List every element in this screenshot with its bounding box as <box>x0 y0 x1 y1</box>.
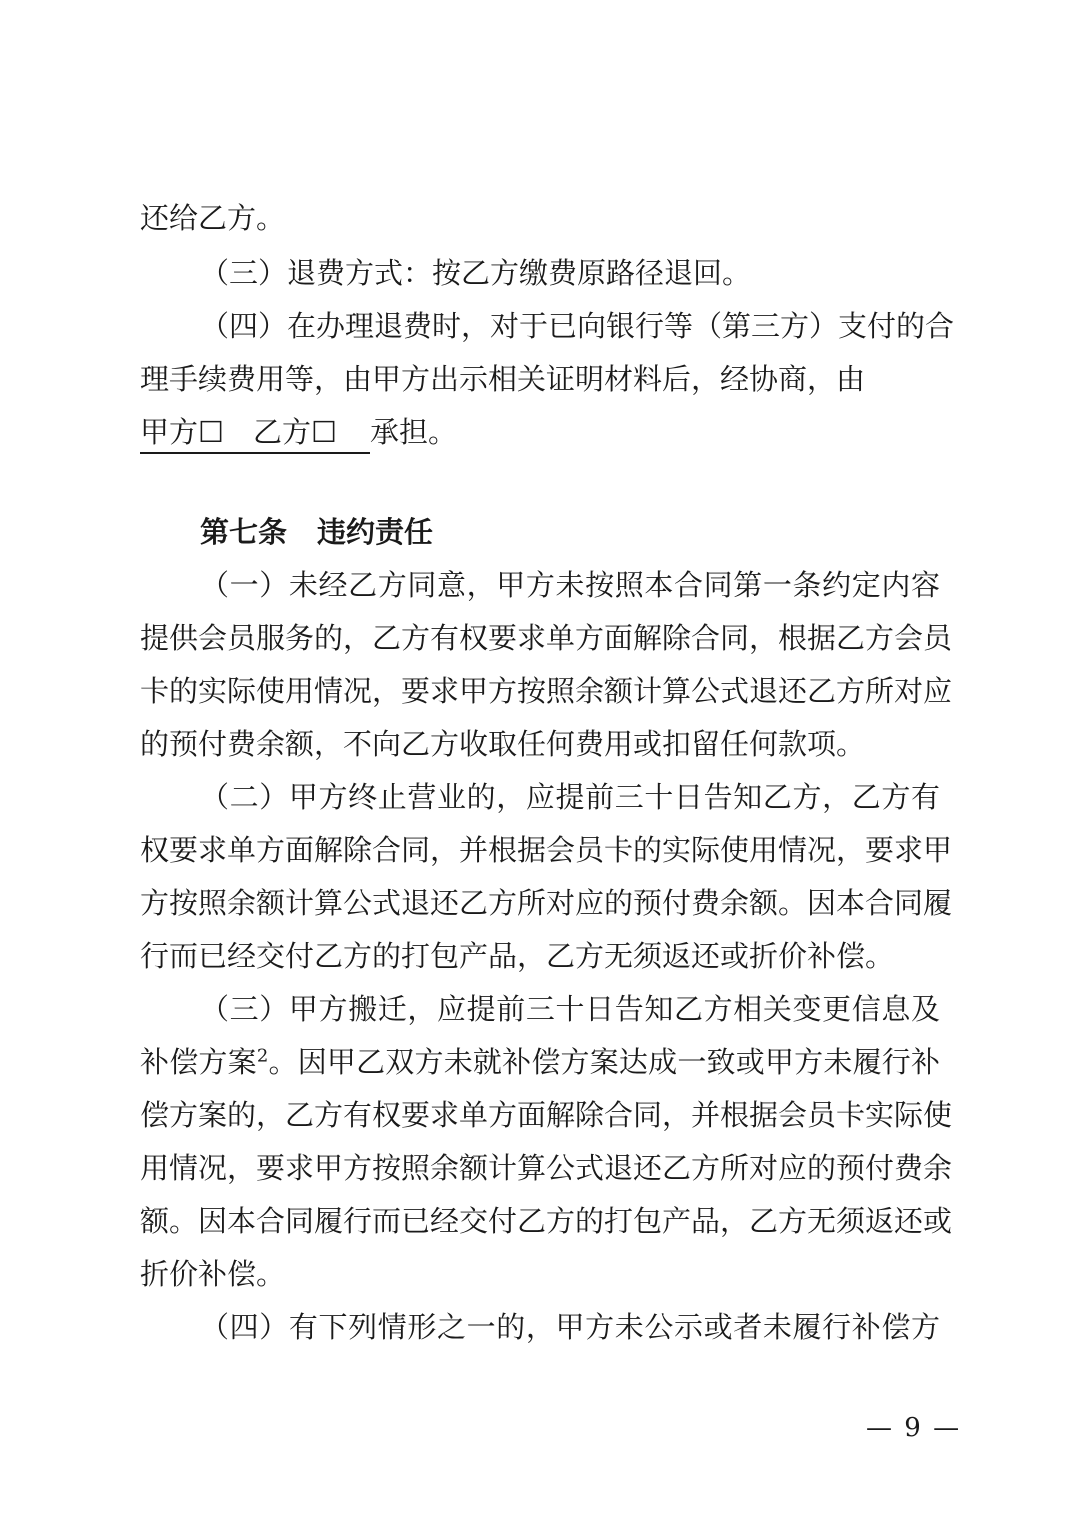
text-line: 行而已经交付乙方的打包产品，乙方无须返还或折价补偿。 <box>140 939 895 973</box>
clause-unauthorized-service: （一）未经乙方同意，甲方未按照本合同第一条约定内容 <box>200 568 940 602</box>
clause-business-termination: （二）甲方终止营业的，应提前三十日告知乙方，乙方有 <box>200 780 940 814</box>
footnote-marker: 2 <box>256 1045 269 1067</box>
text-line: 的预付费余额，不向乙方收取任何费用或扣留任何款项。 <box>140 727 866 761</box>
text-line: 用情况，要求甲方按照余额计算公式退还乙方所对应的预付费余 <box>140 1151 953 1185</box>
text-fragment: 。因甲乙双方未就补偿方案达成一致或甲方未履行补 <box>268 1045 940 1079</box>
text-line: 卡的实际使用情况，要求甲方按照余额计算公式退还乙方所对应 <box>140 674 953 708</box>
text-line: 还给乙方。 <box>140 201 286 235</box>
clause-refund-fees: （四）在办理退费时，对于已向银行等（第三方）支付的合 <box>200 309 955 343</box>
fee-bearer-line <box>140 414 940 454</box>
clause-refund-method: （三）退费方式：按乙方缴费原路径退回。 <box>200 256 752 290</box>
page-number: — 9 — <box>866 1413 962 1443</box>
article-number: 第七条 <box>200 515 288 549</box>
text-line: 理手续费用等，由甲方出示相关证明材料后，经协商，由 <box>140 362 866 396</box>
text-line-with-footnote <box>140 1044 940 1080</box>
article-heading <box>200 514 433 550</box>
text-line: 方按照余额计算公式退还乙方所对应的预付费余额。因本合同履 <box>140 886 953 920</box>
fee-bearer-checkbox-options: 甲方☐ 乙方☐ <box>140 414 370 454</box>
text-line: 折价补偿。 <box>140 1257 286 1291</box>
text-line: 额。因本合同履行而已经交付乙方的打包产品，乙方无须返还或 <box>140 1204 953 1238</box>
clause-circumstances: （四）有下列情形之一的，甲方未公示或者未履行补偿方 <box>200 1310 940 1344</box>
text-line: 偿方案的，乙方有权要求单方面解除合同，并根据会员卡实际使 <box>140 1098 953 1132</box>
text-fragment: 承担。 <box>370 415 458 449</box>
clause-relocation: （三）甲方搬迁，应提前三十日告知乙方相关变更信息及 <box>200 992 940 1026</box>
text-line: 权要求单方面解除合同，并根据会员卡的实际使用情况，要求甲 <box>140 833 953 867</box>
article-title: 违约责任 <box>317 515 434 549</box>
text-line: 提供会员服务的，乙方有权要求单方面解除合同，根据乙方会员 <box>140 621 953 655</box>
text-fragment: 补偿方案 <box>140 1045 257 1079</box>
